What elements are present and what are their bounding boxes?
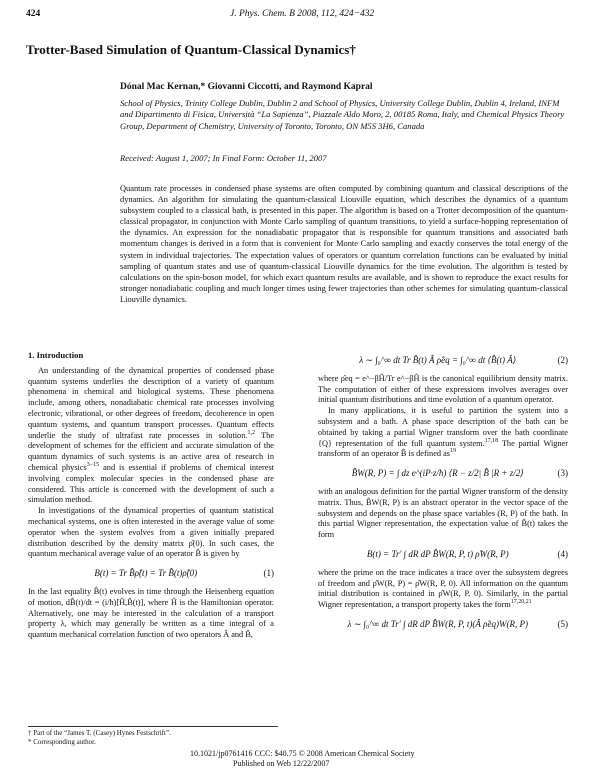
footnotes — [28, 726, 278, 747]
equation-body: B(t) = Tr B̂ρ̂(t) = Tr B̂(t)ρ̂(0) — [94, 568, 198, 579]
left-column — [28, 350, 274, 641]
right-column — [318, 355, 568, 638]
intro-paragraph-1 — [28, 366, 274, 506]
right-text-b: The partial Wigner transform of an operator B̂ is defined as — [318, 438, 569, 459]
section-heading: 1. Introduction — [28, 350, 84, 360]
right-paragraph-3: with an analogous definition for the partial Wigner transform of the density matrix. Thus, B̂W(R, P) is an abstract operator in the vector space of the subsystem and depends on the phase space variables (R, P) of the bath. In this partial Wigner representation, the expectation value of B̂(t) takes the form — [318, 486, 568, 540]
footnote-festschrift: † Part of the “James T. (Casey) Hynes Festschrift”. — [28, 729, 171, 737]
equation-body: λ ∼ ∫₀^∞ dt Tr B̂(t) Â ρ̂eq = ∫₀^∞ dt ⟨B̂(t) Â⟩ — [359, 355, 517, 365]
equation-number: (3) — [557, 468, 568, 479]
right-paragraph-2 — [318, 406, 568, 460]
equation-body: B̂W(R, P) = ∫ dz e^(iP·z/ħ) ⟨R − z/2| B̂ |R + z/2⟩ — [351, 468, 524, 479]
reference-superscript: 17,18 — [484, 437, 499, 444]
intro-text-c: and is essential if problems of chemical interest involving complex molecular species in the condensed phase are considered. This article is concerned with the development of such a simulation method. — [28, 462, 274, 505]
abstract: Quantum rate processes in condensed phase systems are often computed by combining quantum and classical descriptions of the dynamics. An algorithm for simulating the quantum-classical Liouville equation, which describes the dynamics of a quantum subsystem coupled to a classical bath, is presented in this paper. The algorithm is based on a Trotter decomposition of the quantum-classical propagator, in conjunction with Monte Carlo sampling of quantum transitions, to yield a surface-hopping representation of the dynamics. An expression for the nonadiabatic propagator that is responsible for quantum transitions and associated bath momentum changes is derived in a form that is convenient for Monte Carlo sampling and exactly conserves the total energy of the system in individual trajectories. The expectation values of operators or quantum correlation functions can be evaluated by initial sampling of quantum states and use of quantum-classical Liouville dynamics for the time evolution. The algorithm is tested by calculations on the spin-boson model, for which exact quantum results are available, and is shown to reproduce the exact results for stronger nonadiabatic coupling and much longer times using fewer trajectories than other schemes for simulating quantum-classical Liouville dynamics. — [120, 184, 568, 304]
footnote-corresponding-author: * Corresponding author. — [28, 738, 96, 746]
equation-number: (5) — [557, 618, 568, 629]
article-title: Trotter-Based Simulation of Quantum-Classical Dynamics† — [26, 42, 356, 57]
right-text-a: In many applications, it is useful to partition the system into a subsystem and a bath. A phase space description of the bath can be obtained by taking a partial Wigner transform over the bath coordinate {Q} representation of the full quantum system. — [318, 406, 568, 448]
received-dates: Received: August 1, 2007; In Final Form: October 11, 2007 — [120, 153, 327, 163]
right-text-c: where the prime on the trace indicates a trace over the subsystem degrees of freedom and ρ̂W(R, P) = ρ̂W(R, P, 0). All information on the quantum initial distribution is contained in ρ̂W(R, P, 0). Similarly, in the partial Wigner representation, a transport property takes the form — [318, 567, 568, 610]
intro-paragraph-2: In investigations of the dynamical properties of quantum statistical mechanical systems, one is often interested in the average value of some operator when the system evolves from a given initially prepared distribution described by the density matrix ρ̂(0). In such cases, the quantum mechanical average value of an operator B̂ is given by — [28, 506, 274, 559]
equation-number: (1) — [263, 568, 274, 579]
equation-number: (4) — [557, 548, 568, 559]
equation-3 — [318, 468, 568, 479]
intro-text-a: An understanding of the dynamical properties of condensed phase quantum systems underlies the description of a variety of quantum phenomena in chemical and biological systems. These phenomena include, among others, nonadiabatic chemical rate processes involving electronic, vibrational, or other degrees of freedom, decoherence in open quantum systems, and quantum transport processes. Quantum effects underlie the study of ultrafast rate processes in solution. — [28, 365, 274, 440]
equation-1 — [28, 568, 274, 579]
equation-body: B(t) = Tr′ ∫ dR dP B̂W(R, P, t) ρ̂W(R, P) — [366, 548, 509, 559]
intro-text-b: The development of schemes for the efficient and accurate simulation of the quantum dynamics of such systems is an active area of research in chemical physics — [28, 430, 275, 472]
footer-doi: 10.1021/jp0761416 CCC: $40.75 © 2008 American Chemical Society — [190, 749, 415, 758]
equation-number: (2) — [557, 355, 568, 365]
journal-citation: J. Phys. Chem. B 2008, 112, 424−432 — [230, 9, 375, 19]
equation-5 — [318, 619, 568, 630]
equation-body: λ ∼ ∫₀^∞ dt Tr′ ∫ dR dP B̂W(R, P, t)(Â ρ̂eq)W(R, P) — [347, 618, 528, 629]
reference-superscript: 17,20,21 — [510, 599, 532, 606]
right-paragraph-4 — [318, 568, 568, 611]
article-affiliations: School of Physics, Trinity College Dublin, Dublin 2 and School of Physics, University College Dublin, Dublin 4, Ireland, INFM and Dipartimento di Fisica, Università “La Sapienza”, Piazzale Aldo Moro, 2, 00185 Roma, Italy, and Chemical Physics Theory Group, Department of Chemistry, University of Toronto, Toronto, ON M5S 3H6, Canada — [120, 98, 565, 131]
footer-published: Published on Web 12/22/2007 — [233, 759, 330, 768]
page-number: 424 — [26, 9, 41, 19]
right-paragraph-1: where ρ̂eq = e^−βĤ/Tr e^−βĤ is the canonical equilibrium density matrix. The computation of either of these expressions involves averages over initial quantum distributions and time evolution of a quantum operator. — [318, 373, 568, 405]
reference-superscript: 1,2 — [247, 429, 255, 436]
reference-superscript: 19 — [450, 448, 457, 455]
equation-4 — [318, 549, 568, 560]
article-authors: Dónal Mac Kernan,* Giovanni Ciccotti, and Raymond Kapral — [120, 82, 373, 92]
intro-paragraph-3: In the last equality B̂(t) evolves in time through the Heisenberg equation of motion, dB̂(t)/dt = (i/ħ)[Ĥ,B̂(t)], where Ĥ is the Hamiltonian operator. Alternatively, one may be interested in the calculation of a transport property λ, which may generally be written as a time integral of a quantum mechanical correlation function of two operators Â and B̂, — [28, 586, 274, 640]
equation-2 — [318, 355, 568, 366]
reference-superscript: 3−15 — [86, 462, 100, 469]
